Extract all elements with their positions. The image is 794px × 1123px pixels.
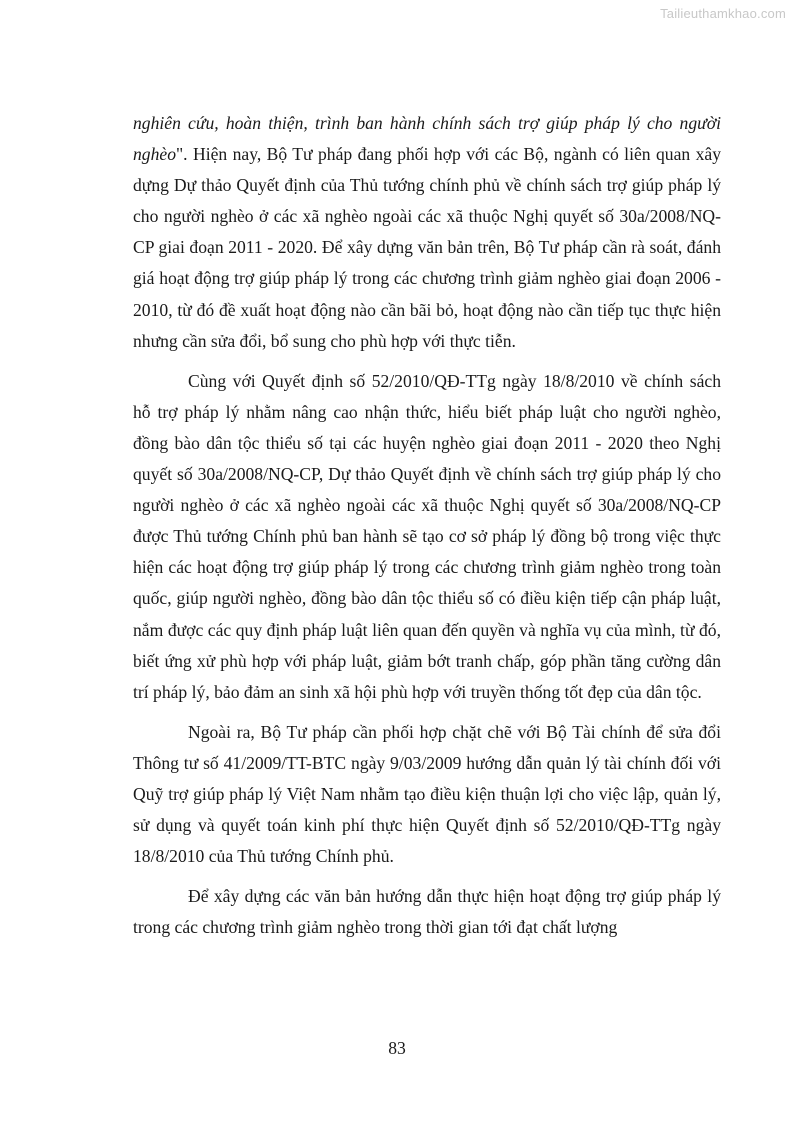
watermark: Tailieuthamkhao.com [660, 6, 786, 21]
paragraph-4: Để xây dựng các văn bản hướng dẫn thực hiện hoạt động trợ giúp pháp lý trong các chương trình giảm nghèo trong thời gian tới đạt chất lượng [133, 886, 721, 938]
paragraph-3: Ngoài ra, Bộ Tư pháp cần phối hợp chặt chẽ với Bộ Tài chính để sửa đổi Thông tư số 41/2009/TT-BTC ngày 9/03/2009 hướng dẫn quản lý tài chính đối với Quỹ trợ giúp pháp lý Việt Nam nhằm tạo điều kiện thuận lợi cho việc lập, quản lý, sử dụng và quyết toán kinh phí thực hiện Quyết định số 52/2010/QĐ-TTg ngày 18/8/2010 của Thủ tướng Chính phủ. [133, 721, 721, 867]
paragraph-2: Cùng với Quyết định số 52/2010/QĐ-TTg ngày 18/8/2010 về chính sách hỗ trợ pháp lý nhằm nâng cao nhận thức, hiểu biết pháp luật cho người nghèo, đồng bào dân tộc thiểu số tại các huyện nghèo giai đoạn 2011 - 2020 theo Nghị quyết số 30a/2008/NQ-CP, Dự thảo Quyết định về chính sách trợ giúp pháp lý cho người nghèo ở các xã nghèo ngoài các xã thuộc Nghị quyết số 30a/2008/NQ-CP được Thủ tướng Chính phủ ban hành sẽ tạo cơ sở pháp lý đồng bộ trong việc thực hiện các hoạt động trợ giúp pháp lý trong các chương trình giảm nghèo trong toàn quốc, giúp người nghèo, đồng bào dân tộc thiểu số có điều kiện tiếp cận pháp luật, nắm được các quy định pháp luật liên quan đến quyền và nghĩa vụ của mình, từ đó, biết ứng xử phù hợp với pháp luật, giảm bớt tranh chấp, góp phần tăng cường dân trí pháp lý, bảo đảm an sinh xã hội phù hợp với truyền thống tốt đẹp của dân tộc. [133, 370, 721, 702]
paragraph-1-italic: nghiên cứu, hoàn thiện, trình ban hành chính sách trợ giúp pháp lý cho người nghèo [133, 113, 721, 165]
page-number: 83 [388, 1038, 406, 1058]
paragraph-1-text: ". Hiện nay, Bộ Tư pháp đang phối hợp với các Bộ, ngành có liên quan xây dựng Dự thảo Quyết định của Thủ tướng chính phủ về chính sách trợ giúp pháp lý cho người nghèo ở các xã nghèo ngoài các xã thuộc Nghị quyết số 30a/2008/NQ-CP giai đoạn 2011 - 2020. Để xây dựng văn bản trên, Bộ Tư pháp cần rà soát, đánh giá hoạt động trợ giúp pháp lý trong các chương trình giảm nghèo giai đoạn 2006 - 2010, từ đó đề xuất hoạt động nào cần bãi bỏ, hoạt động nào cần tiếp tục thực hiện nhưng cần sửa đổi, bổ sung cho phù hợp với thực tiễn. [133, 144, 721, 351]
document-body [133, 108, 721, 943]
paragraph-1 [133, 108, 721, 357]
